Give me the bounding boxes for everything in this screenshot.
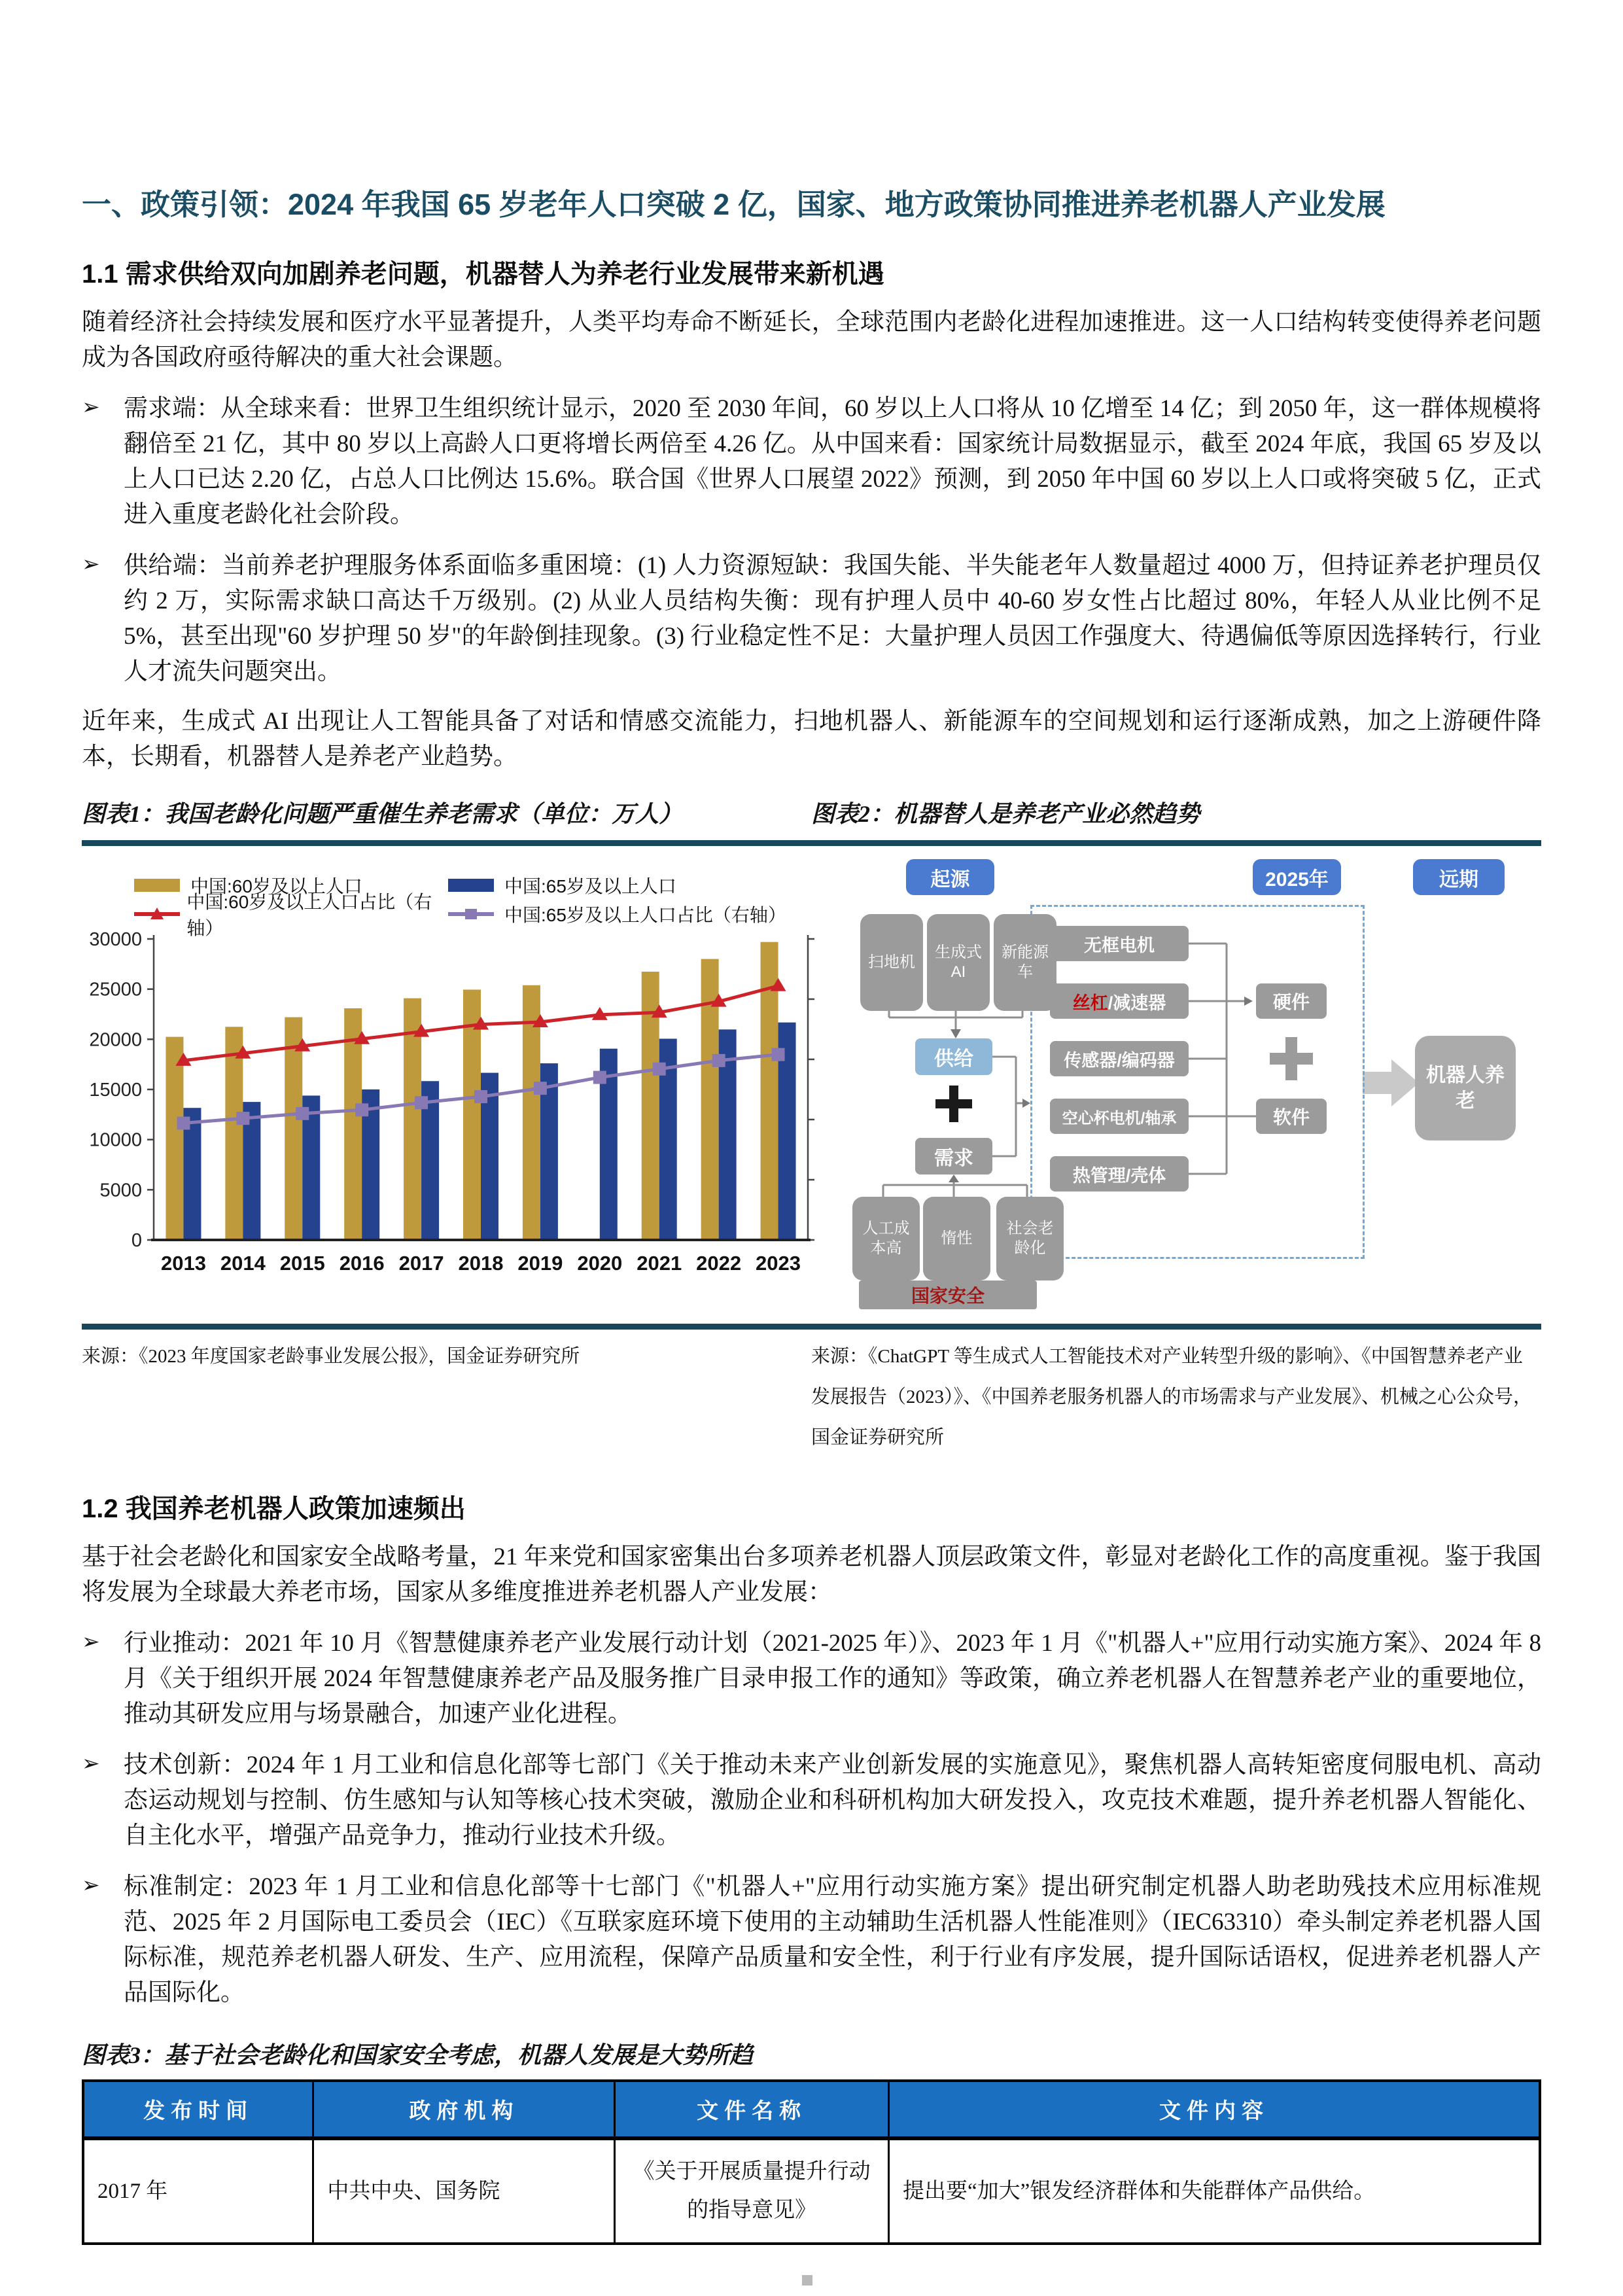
svg-text:2015: 2015 — [279, 1252, 325, 1275]
bullet-arrow-icon: ➢ — [82, 1750, 100, 1776]
subsection-1-1-heading: 1.1 需求供给双向加剧养老问题，机器替人为养老行业发展带来新机遇 — [82, 260, 884, 289]
subsection-1-2-heading: 1.2 我国养老机器人政策加速频出 — [82, 1494, 466, 1524]
figure3-title: 图表3：基于社会老龄化和国家安全考虑，机器人发展是大势所趋 — [82, 2042, 754, 2069]
bullet-text: 供给端：当前养老护理服务体系面临多重困境：(1) 人力资源短缺：我国失能、半失能老年人数量超过 4000 万，但持证养老护理员仅约 2 万，实际需求缺口高达千万级别。(2) 从业人员结构失衡：现有护理人员中 40-60 岁女性占比超过 80%，年轻人从业比例不足 5%，甚至出现"60 岁护理 50 岁"的年龄倒挂现象。(3) 行业稳定性不足：大量护理人员因工作强度大、待遇偏低等原因选择转行，行业人才流失问题突出。 — [124, 552, 1541, 686]
bullet-text: 行业推动：2021 年 10 月《智慧健康养老产业发展行动计划（2021-2025 年）》、2023 年 1 月《"机器人+"应用行动实施方案》、2024 年 8 月《关于组织开展 2024 年智慧健康养老产品及服务推广目录申报工作的通知》等政策，确立养老机器人在智慧养老产业的重要地位，推动其研发应用与场景融合，加速产业化进程。 — [124, 1630, 1541, 1728]
col-doc-content: 文件内容 — [889, 2081, 1540, 2138]
legend-item — [448, 871, 801, 900]
paragraph: 基于社会老龄化和国家安全战略考量，21 年来党和国家密集出台多项养老机器人顶层政策文件，彰显对老龄化工作的高度重视。鉴于我国将发展为全球最大养老市场，国家从多维度推进养老机器人产业发展： — [82, 1544, 1541, 1606]
figures-row — [82, 849, 1541, 1315]
svg-text:2014: 2014 — [220, 1252, 266, 1275]
cell-publish-time: 2017 年 — [83, 2138, 313, 2244]
legend-label: 中国:60岁及以上人口 — [190, 876, 362, 897]
legend-label: 中国:65岁及以上人口占比（右轴） — [504, 905, 786, 926]
diagram-box-thermal-shell: 热管理/壳体 — [1050, 1156, 1189, 1192]
svg-text:2023: 2023 — [756, 1252, 801, 1275]
svg-text:5000: 5000 — [99, 1180, 142, 1201]
legend-label: 中国:65岁及以上人口 — [504, 876, 676, 897]
policy-table — [82, 2079, 1541, 2245]
paragraph: 近年来，生成式 AI 出现让人工智能具备了对话和情感交流能力，扫地机器人、新能源车的空间规划和运行逐渐成熟，加之上游硬件降本，长期看，机器替人是养老产业趋势。 — [82, 708, 1541, 771]
sources-row — [82, 1336, 1541, 1458]
diagram-box-demand: 需求 — [915, 1138, 992, 1174]
page-footer-mark — [802, 2275, 812, 2286]
legend-swatch-line-red — [134, 906, 181, 922]
paragraph: 随着经济社会持续发展和医疗水平显著提升，人类平均寿命不断延长，全球范围内老龄化进程加速推进。这一人口结构转变使得养老问题成为各国政府亟待解决的重大社会课题。 — [82, 309, 1541, 372]
svg-text:20000: 20000 — [89, 1029, 142, 1051]
bullet-standards — [82, 1869, 1541, 2011]
diagram-box-frameless-motor: 无框电机 — [1050, 926, 1189, 961]
diagram-box-national-security: 国家安全 — [859, 1280, 1037, 1309]
cell-doc-name: 《关于开展质量提升行动的指导意见》 — [615, 2138, 889, 2244]
diagram-header-2025: 2025年 — [1253, 859, 1341, 895]
col-publish-time: 发布时间 — [83, 2081, 313, 2138]
figure1-chart — [82, 849, 834, 1315]
diagram-header-longterm: 远期 — [1413, 859, 1505, 895]
col-doc-name: 文件名称 — [615, 2081, 889, 2138]
svg-text:2016: 2016 — [339, 1252, 385, 1275]
diagram-box-labor-cost: 人工成本高 — [852, 1197, 920, 1280]
bullet-industry-push — [82, 1626, 1541, 1732]
section-title: 一、政策引领：2024 年我国 65 岁老年人口突破 2 亿，国家、地方政策协同推进养老机器人产业发展 — [82, 188, 1386, 221]
bullet-supply — [82, 548, 1541, 690]
diagram-box-screw-reducer: 丝杠 /减速器 — [1050, 983, 1189, 1019]
bullet-arrow-icon: ➢ — [82, 394, 100, 420]
figure1-title: 图表1：我国老龄化问题严重催生养老需求（单位：万人） — [82, 801, 683, 828]
col-gov-agency: 政府机构 — [313, 2081, 615, 2138]
bullet-arrow-icon: ➢ — [82, 551, 100, 577]
legend-item — [448, 900, 801, 928]
svg-text:2019: 2019 — [517, 1252, 563, 1275]
legend-swatch-line-purple — [448, 906, 499, 922]
legend-label: 中国:60岁及以上人口占比（右轴） — [186, 892, 432, 939]
bullet-text: 标准制定：2023 年 1 月工业和信息化部等十七部门《"机器人+"应用行动实施方案》提出研究制定机器人助老助残技术应用标准规范、2025 年 2 月国际电工委员会（IEC）《互联家庭环境下使用的主动辅助生活机器人性能准则》（IEC63310）牵头制定养老机器人国际标准，规范养老机器人研发、生产、应用流程，保障产品质量和安全性，利于行业有序发展，提升国际话语权，促进养老机器人产品国际化。 — [124, 1873, 1541, 2007]
figure2-title: 图表2：机器替人是养老产业必然趋势 — [811, 801, 1200, 828]
diagram-box-inertia: 惰性 — [923, 1197, 990, 1280]
diagram-box-sensor-encoder: 传感器/编码器 — [1050, 1041, 1189, 1076]
separator-line — [82, 840, 1541, 846]
legend-swatch-bar-gold — [134, 877, 185, 893]
bullet-tech-innovation — [82, 1748, 1541, 1854]
diagram-box-coreless-motor: 空心杯电机/轴承 — [1050, 1099, 1189, 1134]
diagram-box-robot-elderly-care: 机器人养老 — [1415, 1036, 1516, 1140]
bullet-text: 需求端：从全球来看：世界卫生组织统计显示，2020 至 2030 年间，60 岁以上人口将从 10 亿增至 14 亿；到 2050 年，这一群体规模将翻倍至 21 亿，其中 80 岁以上高龄人口更将增长两倍至 4.26 亿。从中国来看：国家统计局数据显示，截至 2024 年底，我国 65 岁及以上人口已达 2.20 亿，占总人口比例达 15.6%。联合国《世界人口展望 2022》预测，到 2050 年中国 60 岁以上人口或将突破 5 亿，正式进入重度老龄化社会阶段。 — [124, 395, 1541, 529]
cell-gov-agency: 中共中央、国务院 — [313, 2138, 615, 2244]
diagram-box-sweeper: 扫地机 — [860, 914, 923, 1011]
population-combo-chart — [82, 928, 834, 1285]
table-row — [83, 2138, 1540, 2244]
svg-text:2013: 2013 — [160, 1252, 206, 1275]
diagram-box-genai: 生成式AI — [927, 914, 990, 1011]
svg-text:2021: 2021 — [637, 1252, 682, 1275]
bullet-arrow-icon: ➢ — [82, 1872, 100, 1898]
legend-item — [134, 892, 448, 939]
bullet-arrow-icon: ➢ — [82, 1629, 100, 1655]
figure-titles-row — [82, 797, 1541, 831]
svg-text:2022: 2022 — [696, 1252, 742, 1275]
plus-icon — [935, 1086, 972, 1122]
svg-text:15000: 15000 — [89, 1080, 142, 1101]
svg-text:2020: 2020 — [577, 1252, 623, 1275]
figure1-source: 来源：《2023 年度国家老龄事业发展公报》，国金证券研究所 — [82, 1346, 580, 1368]
svg-text:2017: 2017 — [398, 1252, 444, 1275]
separator-line — [82, 1324, 1541, 1330]
diagram-box-nev: 新能源车 — [994, 914, 1056, 1011]
diagram-box-supply: 供给 — [915, 1038, 992, 1075]
chart-legend — [134, 871, 814, 939]
big-arrow-icon — [1363, 1059, 1419, 1106]
svg-text:10000: 10000 — [89, 1129, 142, 1151]
cell-doc-content: 提出要“加大”银发经济群体和失能群体产品供给。 — [889, 2138, 1540, 2244]
svg-text:2018: 2018 — [458, 1252, 504, 1275]
table-header-row — [83, 2081, 1540, 2138]
diagram-box-hardware: 硬件 — [1256, 983, 1327, 1019]
figure2-source: 来源：《ChatGPT 等生成式人工智能技术对产业转型升级的影响》、《中国智慧养老产业发展报告（2023）》、《中国养老服务机器人的市场需求与产业发展》、机械之心公众号，国金证券研究所 — [811, 1346, 1533, 1449]
diagram-box-social-aging: 社会老龄化 — [996, 1197, 1064, 1280]
diagram-box-software: 软件 — [1256, 1099, 1327, 1134]
bullet-text: 技术创新：2024 年 1 月工业和信息化部等七部门《关于推动未来产业创新发展的实施意见》，聚焦机器人高转矩密度伺服电机、高动态运动规划与控制、仿生感知与认知等核心技术突破，激励企业和科研机构加大研发投入，攻克技术难题，提升养老机器人智能化、自主化水平，增强产品竞争力，推动行业技术升级。 — [124, 1752, 1541, 1850]
diagram-header-origin: 起源 — [906, 859, 994, 895]
svg-text:0: 0 — [131, 1230, 142, 1252]
legend-swatch-bar-navy — [448, 877, 499, 893]
svg-text:30000: 30000 — [89, 929, 142, 951]
figure2-diagram — [834, 849, 1541, 1315]
svg-text:25000: 25000 — [89, 979, 142, 1000]
bullet-demand — [82, 391, 1541, 533]
